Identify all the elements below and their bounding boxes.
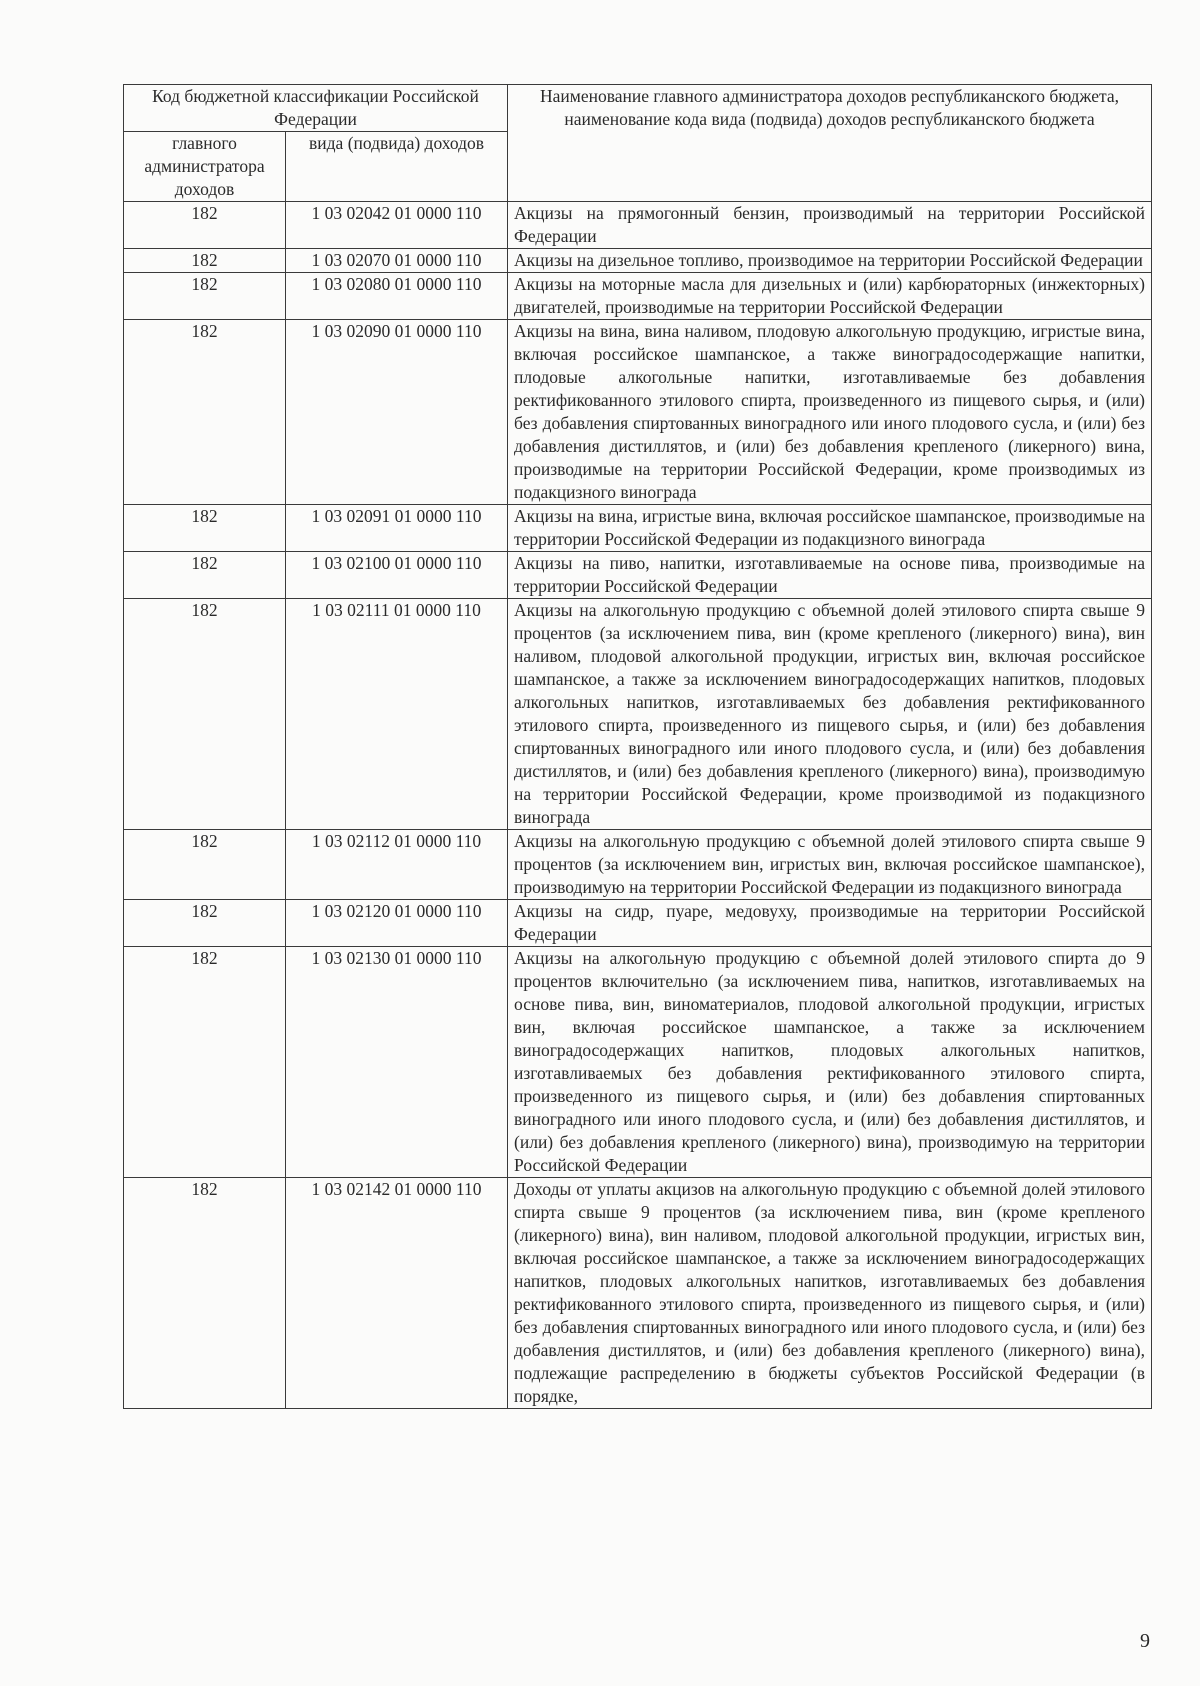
revenue-name-cell: Акцизы на алкогольную продукцию с объемной долей этилового спирта до 9 процентов включительно (за исключением пива, напитков, изготавливаемых на основе пива, вин, виноматериалов, плодовой алкогольной продукции, игристых вин, включая российское шампанское, а также за исключением виноградосодержащих напитков, плодовых алкогольных напитков, изготавливаемых без добавления ректификованного этилового спирта, произведенного из пищевого сырья, и (или) без добавления спиртованных виноградного или иного плодового сусла, и (или) без добавления дистиллятов, и (или) без добавления крепленого (ликерного) вина), производимую на территории Российской Федерации — [508, 947, 1152, 1178]
revenue-name-cell: Доходы от уплаты акцизов на алкогольную продукцию с объемной долей этилового спирта свыше 9 процентов (за исключением пива, вин (кроме крепленого (ликерного) вина), вин наливом, плодовой алкогольной продукции, игристых вин, включая российское шампанское, а также за исключением виноградосодержащих напитков, плодовых алкогольных напитков, изготавливаемых без добавления ректификованного этилового спирта, произведенного из пищевого сырья, и (или) без добавления спиртованных виноградного или иного плодового сусла, и (или) без добавления дистиллятов, и (или) без добавления крепленого (ликерного) вина), подлежащие распределению в бюджеты субъектов Российской Федерации (в порядке, — [508, 1178, 1152, 1409]
table-body — [124, 202, 1152, 1409]
table-row — [124, 599, 1152, 830]
table-row — [124, 1178, 1152, 1409]
kbk-header: Код бюджетной классификации Российской Федерации — [124, 85, 508, 132]
revenue-code-cell: 1 03 02070 01 0000 110 — [286, 249, 508, 273]
revenue-name-cell: Акцизы на сидр, пуаре, медовуху, производимые на территории Российской Федерации — [508, 900, 1152, 947]
admin-code-cell: 182 — [124, 599, 286, 830]
revenue-code-cell: 1 03 02091 01 0000 110 — [286, 505, 508, 552]
table-row — [124, 249, 1152, 273]
admin-code-cell: 182 — [124, 552, 286, 599]
admin-code-cell: 182 — [124, 273, 286, 320]
admin-code-cell: 182 — [124, 900, 286, 947]
table-row — [124, 552, 1152, 599]
revenue-name-cell: Акцизы на алкогольную продукцию с объемной долей этилового спирта свыше 9 процентов (за исключением вин, игристых вин, включая российское шампанское), производимую на территории Российской Федерации из подакцизного винограда — [508, 830, 1152, 900]
revenue-name-cell: Акцизы на дизельное топливо, производимое на территории Российской Федерации — [508, 249, 1152, 273]
revenue-code-cell: 1 03 02090 01 0000 110 — [286, 320, 508, 505]
revenue-code-cell: 1 03 02120 01 0000 110 — [286, 900, 508, 947]
revenue-code-cell: 1 03 02100 01 0000 110 — [286, 552, 508, 599]
table-row — [124, 900, 1152, 947]
revenue-name-cell: Акцизы на алкогольную продукцию с объемной долей этилового спирта свыше 9 процентов (за исключением пива, вин (кроме крепленого (ликерного) вина), вин наливом, плодовой алкогольной продукции, игристых вин, включая российское шампанское, а также за исключением виноградосодержащих напитков, плодовых алкогольных напитков, изготавливаемых без добавления ректификованного этилового спирта, произведенного из пищевого сырья, и (или) без добавления спиртованных виноградного или иного плодового сусла, и (или) без добавления дистиллятов, и (или) без добавления крепленого (ликерного) вина), производимую на территории Российской Федерации, кроме производимой из подакцизного винограда — [508, 599, 1152, 830]
table-row — [124, 273, 1152, 320]
revenue-code-cell: 1 03 02080 01 0000 110 — [286, 273, 508, 320]
table-row — [124, 830, 1152, 900]
admin-code-cell: 182 — [124, 505, 286, 552]
code-column-header: вида (подвида) доходов — [286, 132, 508, 202]
table-row — [124, 202, 1152, 249]
admin-code-cell: 182 — [124, 202, 286, 249]
admin-column-header: главного администратора доходов — [124, 132, 286, 202]
name-column-header: Наименование главного администратора доходов республиканского бюджета, наименование кода вида (подвида) доходов республиканского бюджета — [508, 85, 1152, 202]
revenue-code-cell: 1 03 02112 01 0000 110 — [286, 830, 508, 900]
revenue-name-cell: Акцизы на пиво, напитки, изготавливаемые на основе пива, производимые на территории Российской Федерации — [508, 552, 1152, 599]
admin-code-cell: 182 — [124, 1178, 286, 1409]
budget-classification-table — [123, 84, 1152, 1409]
table-row — [124, 320, 1152, 505]
admin-code-cell: 182 — [124, 947, 286, 1178]
revenue-name-cell: Акцизы на прямогонный бензин, производимый на территории Российской Федерации — [508, 202, 1152, 249]
table-row — [124, 505, 1152, 552]
revenue-name-cell: Акцизы на вина, игристые вина, включая российское шампанское, производимые на территории Российской Федерации из подакцизного винограда — [508, 505, 1152, 552]
revenue-code-cell: 1 03 02042 01 0000 110 — [286, 202, 508, 249]
admin-code-cell: 182 — [124, 320, 286, 505]
admin-code-cell: 182 — [124, 830, 286, 900]
revenue-code-cell: 1 03 02142 01 0000 110 — [286, 1178, 508, 1409]
admin-code-cell: 182 — [124, 249, 286, 273]
revenue-name-cell: Акцизы на вина, вина наливом, плодовую алкогольную продукцию, игристые вина, включая российское шампанское, а также виноградосодержащие напитки, плодовые алкогольные напитки, изготавливаемые без добавления ректификованного этилового спирта, произведенного из пищевого сырья, и (или) без добавления спиртованных виноградного или иного плодового сусла, и (или) без добавления дистиллятов, и (или) без добавления крепленого (ликерного) вина, производимые на территории Российской Федерации, кроме производимых из подакцизного винограда — [508, 320, 1152, 505]
revenue-name-cell: Акцизы на моторные масла для дизельных и (или) карбюраторных (инжекторных) двигателей, производимые на территории Российской Федерации — [508, 273, 1152, 320]
table-row — [124, 947, 1152, 1178]
page-number: 9 — [1140, 1630, 1150, 1652]
revenue-code-cell: 1 03 02111 01 0000 110 — [286, 599, 508, 830]
revenue-code-cell: 1 03 02130 01 0000 110 — [286, 947, 508, 1178]
